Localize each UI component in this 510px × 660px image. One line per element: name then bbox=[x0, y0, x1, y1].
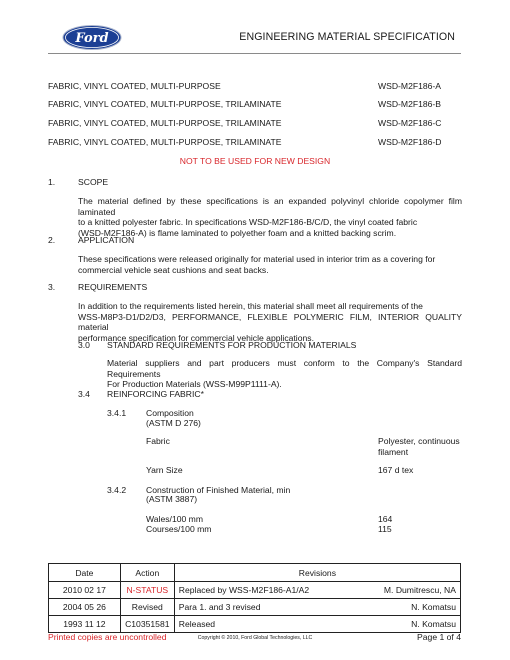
item-number: 3.4.2 bbox=[107, 485, 127, 495]
property-value-line: Polyester, continuous bbox=[378, 436, 460, 446]
paragraph-line: In addition to the requirements listed herein, this material shall meet all requirements of the bbox=[78, 301, 423, 311]
paragraph-line: commercial vehicle seat cushions and seat backs. bbox=[78, 264, 269, 275]
property-label: Wales/100 mm bbox=[146, 514, 203, 524]
revision-description: Para 1. and 3 revised bbox=[174, 599, 326, 616]
page-number: Page 1 of 4 bbox=[417, 632, 461, 642]
spec-code: WSD-M2F186-A bbox=[378, 81, 442, 91]
property-value: 167 d tex bbox=[378, 465, 414, 475]
property-value bbox=[378, 436, 460, 457]
test-method: (ASTM 3887) bbox=[146, 494, 198, 504]
table-row bbox=[49, 599, 461, 616]
svg-text:Ford: Ford bbox=[75, 31, 109, 46]
status-notice: NOT TO BE USED FOR NEW DESIGN bbox=[179, 156, 331, 166]
section-heading: APPLICATION bbox=[78, 235, 135, 245]
revision-description: Released bbox=[174, 616, 326, 633]
paragraph-line: These specifications were released originally for material used in interior trim as a covering for bbox=[78, 254, 436, 264]
item-title: Composition bbox=[146, 408, 194, 418]
paragraph-line: The material defined by these specifications is an expanded polyvinyl chloride copolymer film laminated bbox=[78, 196, 462, 217]
scope-paragraph bbox=[78, 196, 462, 238]
table-header-row bbox=[49, 564, 461, 582]
item-number: 3.4.1 bbox=[107, 408, 127, 418]
section-number: 1. bbox=[48, 177, 56, 187]
revision-date: 1993 11 12 bbox=[49, 616, 121, 633]
revision-date: 2010 02 17 bbox=[49, 582, 121, 599]
copyright: Copyright © 2010, Ford Global Technologies, LLC bbox=[197, 635, 313, 641]
paragraph-line: performance specification for commercial vehicle applications. bbox=[78, 332, 314, 343]
property-label: Yarn Size bbox=[146, 465, 183, 475]
subsection-number: 3.4 bbox=[78, 389, 90, 399]
revision-author: N. Komatsu bbox=[326, 599, 461, 616]
subsection-number: 3.0 bbox=[78, 340, 90, 350]
paragraph-line: WSS-M8P3-D1/D2/D3, PERFORMANCE, FLEXIBLE POLYMERIC FILM, INTERIOR QUALITY material bbox=[78, 311, 462, 332]
table-row bbox=[49, 582, 461, 599]
spec-name: FABRIC, VINYL COATED, MULTI-PURPOSE, TRILAMINATE bbox=[48, 118, 282, 128]
column-header-date: Date bbox=[49, 564, 121, 582]
property-value: 164 bbox=[378, 514, 393, 524]
uncontrolled-notice: Printed copies are uncontrolled bbox=[48, 632, 167, 642]
property-label: Fabric bbox=[146, 436, 170, 446]
paragraph-line: Material suppliers and part producers must conform to the Company's Standard Requirements bbox=[107, 358, 462, 379]
column-header-revisions: Revisions bbox=[174, 564, 460, 582]
subsection-heading: REINFORCING FABRIC* bbox=[107, 389, 204, 399]
revisions-table bbox=[48, 563, 461, 633]
revision-date: 2004 05 26 bbox=[49, 599, 121, 616]
requirements-paragraph bbox=[78, 301, 462, 343]
revision-action: N-STATUS bbox=[120, 582, 174, 599]
section-heading: SCOPE bbox=[78, 177, 109, 187]
section-number: 3. bbox=[48, 282, 56, 292]
paragraph-line: to a knitted polyester fabric. In specifications WSD-M2F186-B/C/D, the vinyl coated fabric bbox=[78, 217, 418, 227]
spec-name: FABRIC, VINYL COATED, MULTI-PURPOSE bbox=[48, 81, 221, 91]
property-value: 115 bbox=[378, 524, 392, 534]
spec-code: WSD-M2F186-B bbox=[378, 99, 442, 109]
header-divider bbox=[48, 53, 461, 54]
property-value-line: filament bbox=[378, 446, 409, 457]
revision-action: Revised bbox=[120, 599, 174, 616]
paragraph-line: (WSD-M2F186-A) is flame laminated to polyether foam and a knitted backing scrim. bbox=[78, 227, 397, 238]
property-label: Courses/100 mm bbox=[146, 524, 212, 534]
spec-code: WSD-M2F186-C bbox=[378, 118, 442, 128]
column-header-action: Action bbox=[120, 564, 174, 582]
section-number: 2. bbox=[48, 235, 56, 245]
revision-author: M. Dumitrescu, NA bbox=[326, 582, 461, 599]
paragraph-line: For Production Materials (WSS-M99P1111-A). bbox=[107, 379, 282, 389]
table-row bbox=[49, 616, 461, 633]
ford-logo bbox=[62, 25, 122, 50]
spec-code: WSD-M2F186-D bbox=[378, 137, 442, 147]
item-title: Construction of Finished Material, min bbox=[146, 485, 291, 495]
revision-action: C10351581 bbox=[120, 616, 174, 633]
revision-description: Replaced by WSS-M2F186-A1/A2 bbox=[174, 582, 326, 599]
application-paragraph bbox=[78, 254, 462, 275]
document-title: ENGINEERING MATERIAL SPECIFICATION bbox=[239, 31, 455, 43]
subsection-heading: STANDARD REQUIREMENTS FOR PRODUCTION MATERIALS bbox=[107, 340, 357, 350]
spec-name: FABRIC, VINYL COATED, MULTI-PURPOSE, TRILAMINATE bbox=[48, 137, 282, 147]
section-heading: REQUIREMENTS bbox=[78, 282, 148, 292]
revision-author: N. Komatsu bbox=[326, 616, 461, 633]
spec-name: FABRIC, VINYL COATED, MULTI-PURPOSE, TRILAMINATE bbox=[48, 99, 282, 109]
test-method: (ASTM D 276) bbox=[146, 418, 201, 428]
standard-requirements-paragraph bbox=[107, 358, 462, 390]
